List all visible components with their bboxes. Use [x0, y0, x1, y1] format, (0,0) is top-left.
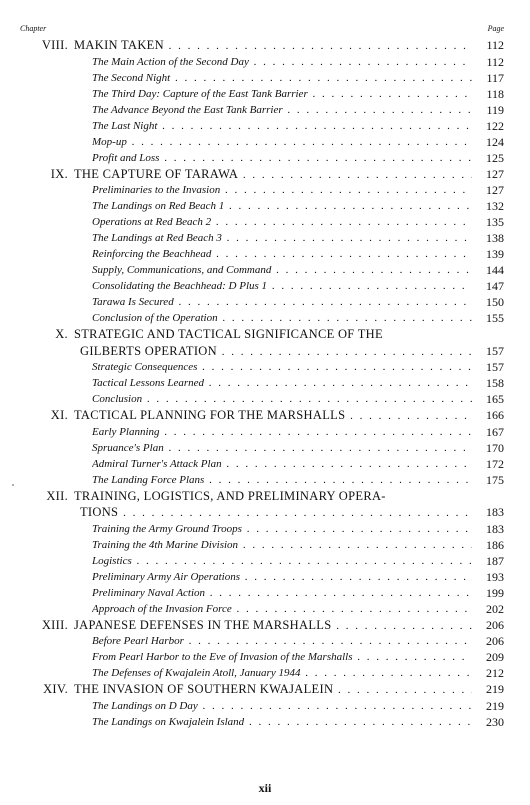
table-of-contents: [0, 37, 530, 730]
section-title: Tactical Lessons Learned: [92, 377, 205, 389]
section-page-number: 219: [472, 698, 504, 714]
section-entry: [0, 359, 530, 375]
section-page-number: 119: [472, 102, 504, 118]
section-entry: [0, 262, 530, 278]
chapter-column-label: Chapter: [20, 24, 47, 33]
chapter-number: IX.: [50, 166, 68, 181]
chapter-heading: [0, 617, 530, 634]
section-title: The Landing Force Plans: [92, 473, 205, 486]
section-entry: [0, 102, 530, 118]
chapter-number: X.: [55, 327, 68, 341]
section-entry: [0, 601, 530, 617]
chapter-number: XI.: [50, 408, 68, 422]
section-entry: [0, 310, 530, 326]
section-entry: [0, 633, 530, 649]
chapter-page-number: 127: [472, 166, 504, 182]
section-title: Conclusion of the Operation: [92, 312, 218, 324]
section-title: Preliminary Naval Action: [92, 586, 206, 599]
section-entry: [0, 54, 530, 70]
section-title: The Last Night: [92, 119, 158, 132]
section-entry: [0, 230, 530, 246]
section-title: The Advance Beyond the East Tank Barrier: [92, 103, 283, 116]
section-title: The Third Day: Capture of the East Tank Barrier: [92, 87, 308, 100]
section-page-number: 202: [472, 601, 504, 617]
chapter-heading: [0, 681, 530, 698]
section-title: The Landings at Red Beach 3: [92, 232, 222, 244]
section-title: Spruance's Plan: [92, 441, 164, 454]
section-page-number: 212: [472, 665, 504, 681]
section-page-number: 165: [472, 391, 504, 407]
section-title: Consolidating the Beachhead: D Plus 1: [92, 280, 268, 292]
section-entry: [0, 665, 530, 681]
section-title: Admiral Turner's Attack Plan: [92, 457, 222, 470]
section-title: Training the Army Ground Troops: [92, 522, 242, 535]
section-title: Supply, Communications, and Command: [92, 264, 272, 276]
chapter-heading: [0, 488, 530, 505]
section-entry: [0, 278, 530, 294]
section-page-number: 124: [472, 134, 504, 150]
section-title: Tarawa Is Secured: [92, 296, 174, 308]
section-page-number: 187: [472, 553, 504, 569]
section-entry: [0, 182, 530, 198]
chapter-heading: [0, 326, 530, 343]
section-page-number: 186: [472, 537, 504, 553]
chapter-page-number: 206: [472, 617, 504, 633]
chapter-title-continued: TIONS: [80, 505, 119, 519]
section-entry: [0, 537, 530, 553]
section-page-number: 172: [472, 456, 504, 472]
chapter-title: STRATEGIC AND TACTICAL SIGNIFICANCE OF THE: [74, 327, 383, 341]
section-entry: [0, 118, 530, 134]
section-title: Early Planning: [92, 425, 160, 438]
chapter-title: TACTICAL PLANNING FOR THE MARSHALLS: [74, 408, 346, 422]
section-title: Logistics: [92, 554, 132, 567]
chapter-heading: [0, 37, 530, 54]
section-title: The Second Night: [92, 71, 171, 84]
section-title: Reinforcing the Beachhead: [92, 248, 212, 260]
section-title: The Landings on D Day: [92, 699, 198, 712]
section-page-number: 147: [472, 278, 504, 294]
section-page-number: 135: [472, 214, 504, 230]
section-page-number: 139: [472, 246, 504, 262]
chapter-page-number: 157: [472, 343, 504, 359]
section-page-number: 183: [472, 521, 504, 537]
section-title: Preliminaries to the Invasion: [92, 184, 221, 196]
chapter-title: JAPANESE DEFENSES IN THE MARSHALLS: [74, 617, 332, 632]
section-entry: [0, 294, 530, 310]
chapter-number: XIV.: [43, 682, 68, 696]
section-page-number: 199: [472, 585, 504, 601]
section-title: The Defenses of Kwajalein Atoll, January 1944: [92, 667, 301, 679]
section-entry: [0, 424, 530, 440]
section-page-number: 125: [472, 150, 504, 166]
section-title: The Landings on Red Beach 1: [92, 200, 225, 212]
page-folio: xii: [258, 781, 272, 795]
section-title: Mop-up: [92, 135, 127, 148]
section-title: The Main Action of the Second Day: [92, 55, 249, 68]
section-page-number: 122: [472, 118, 504, 134]
chapter-number: VIII.: [41, 38, 68, 52]
section-entry: [0, 553, 530, 569]
section-page-number: 150: [472, 294, 504, 310]
section-entry: [0, 214, 530, 230]
chapter-title: TRAINING, LOGISTICS, AND PRELIMINARY OPERA-: [74, 488, 386, 503]
chapter-number: XIII.: [41, 617, 68, 632]
section-title: From Pearl Harbor to the Eve of Invasion of the Marshalls: [92, 651, 353, 663]
section-page-number: 117: [472, 70, 504, 86]
section-entry: [0, 649, 530, 665]
section-page-number: 170: [472, 440, 504, 456]
section-title: Profit and Loss: [92, 151, 160, 164]
chapter-page-number: 219: [472, 681, 504, 697]
section-page-number: 155: [472, 310, 504, 326]
chapter-heading: [0, 407, 530, 424]
section-entry: [0, 569, 530, 585]
section-title: The Landings on Kwajalein Island: [92, 715, 245, 728]
section-page-number: 158: [472, 375, 504, 391]
section-entry: [0, 714, 530, 730]
section-title: Preliminary Army Air Operations: [92, 570, 240, 583]
chapter-heading: [0, 166, 530, 183]
section-page-number: 206: [472, 633, 504, 649]
section-title: Before Pearl Harbor: [92, 635, 184, 647]
section-entry: [0, 472, 530, 488]
chapter-heading-continued: [0, 343, 530, 360]
chapter-page-number: 112: [472, 37, 504, 53]
section-page-number: 118: [472, 86, 504, 102]
section-entry: [0, 440, 530, 456]
section-entry: [0, 391, 530, 407]
section-entry: [0, 86, 530, 102]
section-title: Conclusion: [92, 393, 143, 405]
section-page-number: 138: [472, 230, 504, 246]
chapter-title: THE CAPTURE OF TARAWA: [74, 166, 239, 181]
section-page-number: 132: [472, 198, 504, 214]
chapter-page-number: 183: [472, 504, 504, 520]
scan-speck: [12, 484, 14, 486]
chapter-title: MAKIN TAKEN: [74, 38, 164, 52]
chapter-title: THE INVASION OF SOUTHERN KWAJALEIN: [74, 682, 334, 696]
section-page-number: 193: [472, 569, 504, 585]
section-entry: [0, 150, 530, 166]
section-page-number: 144: [472, 262, 504, 278]
section-entry: [0, 70, 530, 86]
section-entry: [0, 246, 530, 262]
section-entry: [0, 375, 530, 391]
section-entry: [0, 585, 530, 601]
chapter-title-continued: GILBERTS OPERATION: [80, 343, 217, 358]
section-page-number: 175: [472, 472, 504, 488]
page-column-label: Page: [487, 24, 504, 33]
section-page-number: 167: [472, 424, 504, 440]
section-page-number: 127: [472, 182, 504, 198]
section-title: Training the 4th Marine Division: [92, 538, 239, 551]
section-title: Operations at Red Beach 2: [92, 216, 212, 228]
section-page-number: 112: [472, 54, 504, 70]
chapter-number: XII.: [46, 488, 68, 503]
section-entry: [0, 456, 530, 472]
section-entry: [0, 198, 530, 214]
section-title: Strategic Consequences: [92, 361, 198, 373]
chapter-heading-continued: [0, 504, 530, 521]
section-entry: [0, 134, 530, 150]
section-page-number: 157: [472, 359, 504, 375]
chapter-page-number: 166: [472, 407, 504, 423]
section-entry: [0, 698, 530, 714]
section-entry: [0, 521, 530, 537]
section-page-number: 209: [472, 649, 504, 665]
section-title: Approach of the Invasion Force: [92, 602, 232, 615]
section-page-number: 230: [472, 714, 504, 730]
